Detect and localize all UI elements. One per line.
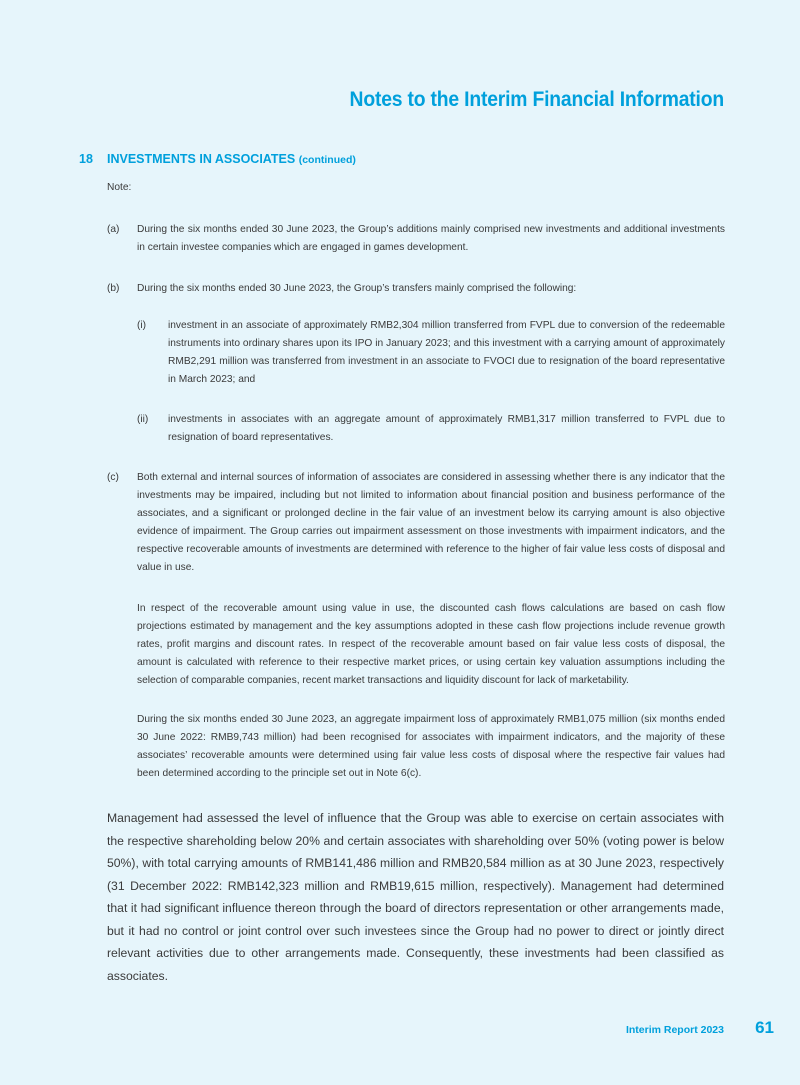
item-b-ii-text: investments in associates with an aggregate amount of approximately RMB1,317 million transferred to FVPL due to resignation of board representatives. xyxy=(168,414,725,443)
item-b-ii-label: (ii) xyxy=(137,414,149,425)
section-continued: (continued) xyxy=(298,154,356,166)
closing-paragraph: Management had assessed the level of influence that the Group was able to exercise on certain associates with the respective shareholding below 20% and certain associates with shareholding over 50% (voting power is below 50%), with total carrying amounts of RMB141,486 million and RMB20,584 million as at 30 June 2023, respectively (31 December 2022: RMB142,323 million and RMB19,615 million, respectively). Management had determined that it had significant influence thereon through the board of directors representation or other arrangements made, but it had no control or joint control over such investees since the Group had no power to direct or jointly direct relevant activities due to other arrangements made. Consequently, these investments had been classified as associates. xyxy=(107,811,724,983)
item-c-paragraph-3: During the six months ended 30 June 2023, an aggregate impairment loss of approximately RMB1,075 million (six months ended 30 June 2022: RMB9,743 million) had been recognised for associates with impairment indicators, and the majority of these associates’ recoverable amounts were determined using fair value less costs of disposal where the respective fair values had been determined according to the principle set out in Note 6(c). xyxy=(137,714,725,779)
section-number: 18 xyxy=(79,152,93,166)
item-a-text: During the six months ended 30 June 2023, the Group’s additions mainly comprised new investments and additional investments in certain investee companies which are engaged in games development. xyxy=(137,224,725,253)
page-number: 61 xyxy=(755,1018,774,1037)
item-c-paragraph-2: In respect of the recoverable amount using value in use, the discounted cash flows calculations are based on cash flow projections estimated by management and the key assumptions adopted in these cash flow projections include revenue growth rates, profit margins and discount rates. In respect of the recoverable amount based on fair value less costs of disposal, the amount is calculated with reference to their respective market prices, or using certain key valuation assumptions including the selection of comparable companies, recent market transactions and liquidity discount for lack of marketability. xyxy=(137,603,725,686)
footer-report-title: Interim Report 2023 xyxy=(625,1024,724,1036)
item-b-text: During the six months ended 30 June 2023, the Group’s transfers mainly comprised the following: xyxy=(137,283,577,294)
item-c-label: (c) xyxy=(107,472,119,483)
item-a-label: (a) xyxy=(107,224,120,235)
section-heading xyxy=(79,152,356,166)
note-label: Note: xyxy=(107,182,132,193)
section-title: INVESTMENTS IN ASSOCIATES xyxy=(107,152,296,166)
item-b-i-text: investment in an associate of approximately RMB2,304 million transferred from FVPL due to conversion of the redeemable instruments into ordinary shares upon its IPO in January 2023; and this investment with a carrying amount of approximately RMB2,291 million was transferred from investment in an associate to FVOCI due to resignation of the board representative in March 2023; and xyxy=(168,320,725,385)
item-b-i-label: (i) xyxy=(137,320,147,331)
item-b-label: (b) xyxy=(107,283,120,294)
item-c-paragraph-1: Both external and internal sources of information of associates are considered in assessing whether there is any indicator that the investments may be impaired, including but not limited to information about financial position and business performance of the associates, and a significant or prolonged decline in the fair value of an investment below its carrying amount is also objective evidence of impairment. The Group carries out impairment assessment on those investments with impairment indicators, and the respective recoverable amounts of investments are determined with reference to the higher of fair value less costs of disposal and value in use. xyxy=(137,472,725,573)
page-header-title: Notes to the Interim Financial Information xyxy=(349,88,724,111)
